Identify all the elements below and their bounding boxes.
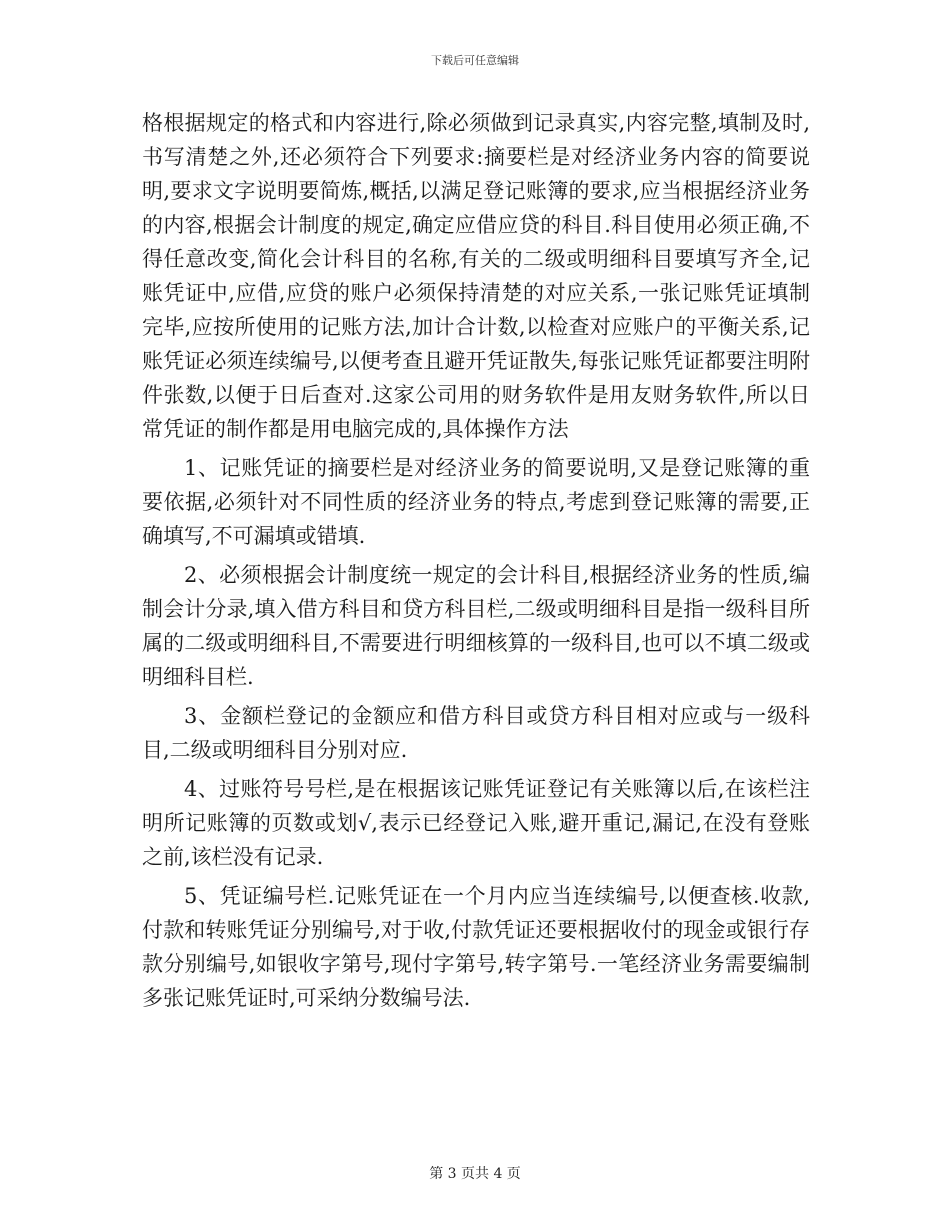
list-item: 4、过账符号号栏,是在根据该记账凭证登记有关账簿以后,在该栏注明所记账簿的页数或划√,表示已经登记入账,避开重记,漏记,在没有登账之前,该栏没有记录. (142, 777, 810, 869)
list-item: 1、记账凭证的摘要栏是对经济业务的简要说明,又是登记账簿的重要依据,必须针对不同性质的经济业务的特点,考虑到登记账簿的需要,正确填写,不可漏填或错填. (142, 456, 810, 548)
page-number: 第 3 页共 4 页 (429, 1166, 521, 1182)
page-header: 下载后可任意编辑 (431, 54, 519, 67)
intro-paragraph: 格根据规定的格式和内容进行,除必须做到记录真实,内容完整,填制及时,书写清楚之外,还必须符合下列要求:摘要栏是对经济业务内容的简要说明,要求文字说明要简炼,概括,以满足登记账簿的要求,应当根据经济业务的内容,根据会计制度的规定,确定应借应贷的科目.科目使用必须正确,不得任意改变,简化会计科目的名称,有关的二级或明细科目要填写齐全,记账凭证中,应借,应贷的账户必须保持清楚的对应关系,一张记账凭证填制完毕,应按所使用的记账方法,加计合计数,以检查对应账户的平衡关系,记账凭证必须连续编号,以便考查且避开凭证散失,每张记账凭证都要注明附件张数,以便于日后查对.这家公司用的财务软件是用友财务软件,所以日常凭证的制作都是用电脑完成的,具体操作方法 (142, 111, 810, 441)
list-item: 3、金额栏登记的金额应和借方科目或贷方科目相对应或与一级科目,二级或明细科目分别对应. (142, 704, 810, 762)
list-item: 2、必须根据会计制度统一规定的会计科目,根据经济业务的性质,编制会计分录,填入借方科目和贷方科目栏,二级或明细科目是指一级科目所属的二级或明细科目,不需要进行明细核算的一级科目,也可以不填二级或明细科目栏. (142, 563, 810, 689)
list-item: 5、凭证编号栏.记账凭证在一个月内应当连续编号,以便查核.收款,付款和转账凭证分别编号,对于收,付款凭证还要根据收付的现金或银行存款分别编号,如银收字第号,现付字第号,转字第号.一笔经济业务需要编制多张记账凭证时,可采纳分数编号法. (142, 884, 810, 1010)
document-body (142, 106, 810, 1015)
